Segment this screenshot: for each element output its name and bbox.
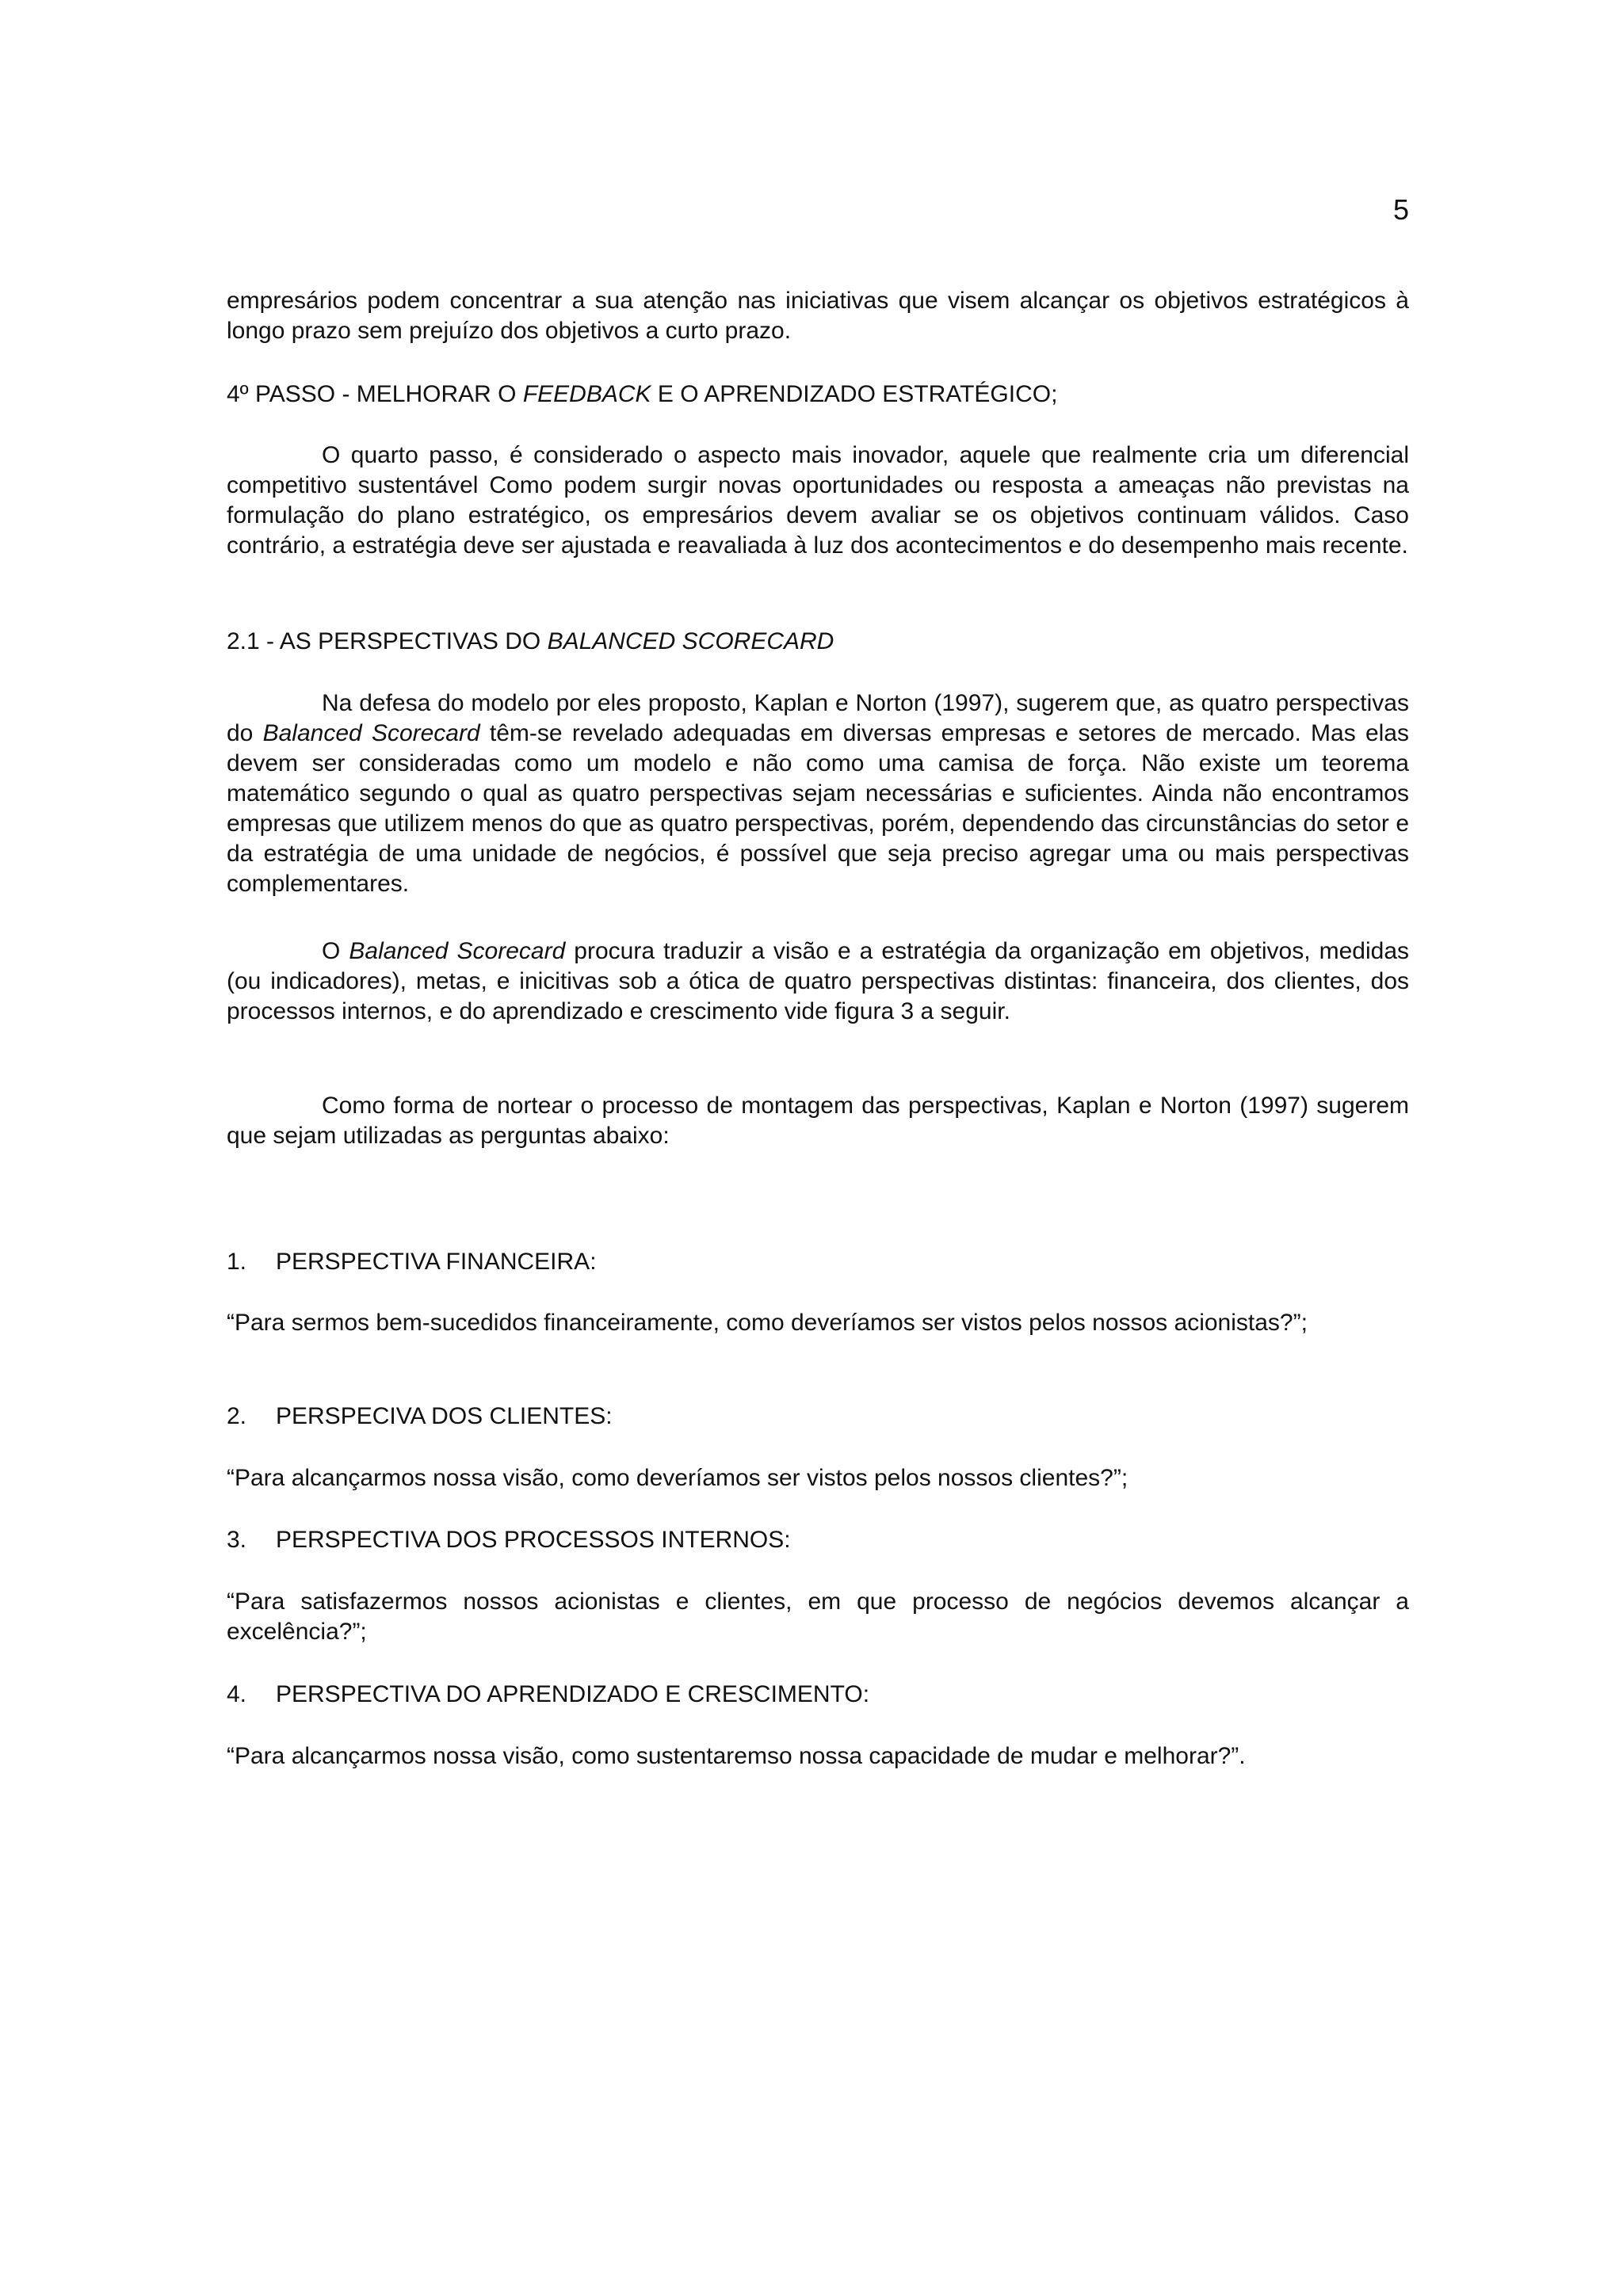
perspective-3-question-block [227, 1587, 1409, 1647]
step4-heading [227, 379, 1409, 410]
perspective-4-title-block [227, 1680, 1409, 1710]
perspective-1-title-block [227, 1247, 1409, 1277]
perspective-1-label: PERSPECTIVA FINANCEIRA: [276, 1249, 597, 1275]
section-2-1-heading [227, 627, 1409, 657]
perspective-2-title [227, 1402, 1409, 1432]
perspective-3-label: PERSPECTIVA DOS PROCESSOS INTERNOS: [276, 1527, 791, 1553]
step4-heading-post: E O APRENDIZADO ESTRATÉGICO; [651, 381, 1058, 407]
perspective-1-question: “Para sermos bem-sucedidos financeiramente, como deveríamos ser vistos pelos nossos acionistas?”; [227, 1310, 1308, 1336]
perspective-2-number: 2. [227, 1403, 247, 1429]
bsc-pre: O [322, 938, 349, 964]
perspective-1-number: 1. [227, 1249, 247, 1275]
perspective-1-title [227, 1247, 1409, 1277]
perspective-3-title-block [227, 1525, 1409, 1555]
perspective-2-label: PERSPECIVA DOS CLIENTES: [276, 1403, 613, 1429]
perspective-1-question-block [227, 1308, 1409, 1338]
step4-paragraph: O quarto passo, é considerado o aspecto mais inovador, aquele que realmente cria um diferencial competitivo sustentável Como podem surgir novas oportunidades ou resposta a ameaças não previstas na formulação do plano estratégico, os empresários devem avaliar se os objetivos continuam válidos. Caso contrário, a estratégia deve ser ajustada e reavaliada à luz dos acontecimentos e do desempenho mais recente. [227, 442, 1409, 559]
bsc-paragraph-block [227, 936, 1409, 1027]
perspective-4-label: PERSPECTIVA DO APRENDIZADO E CRESCIMENTO: [276, 1681, 870, 1707]
defesa-pre: Na defesa do modelo por eles proposto, Kaplan e Norton (1997), sugerem que, as quatro perspectivas do [227, 690, 1409, 746]
perspective-2-question-block [227, 1463, 1409, 1493]
perspective-2-question: “Para alcançarmos nossa visão, como deveríamos ser vistos pelos nossos clientes?”; [227, 1465, 1128, 1491]
bsc-post: procura traduzir a visão e a estratégia da organização em objetivos, medidas (ou indicadores), metas, e inicitivas sob a ótica de quatro perspectivas distintas: financeira, dos clientes, dos processos internos, e do aprendizado e crescimento vide figura 3 a seguir. [227, 938, 1410, 1024]
perspective-3-number: 3. [227, 1527, 247, 1553]
forma-paragraph-block [227, 1091, 1409, 1151]
page-number: 5 [1392, 193, 1409, 226]
step4-paragraph-block [227, 441, 1409, 561]
defesa-paragraph [227, 688, 1409, 899]
perspective-2-title-block [227, 1402, 1409, 1432]
section-2-1-title-pre: - AS PERSPECTIVAS DO [259, 628, 548, 654]
perspective-3-title [227, 1525, 1409, 1555]
step4-heading-pre: 4º PASSO - MELHORAR O [227, 381, 523, 407]
step4-heading-block [227, 379, 1409, 410]
perspective-4-number: 4. [227, 1681, 247, 1707]
section-2-1-title-em: BALANCED SCORECARD [547, 628, 834, 654]
defesa-post: têm-se revelado adequadas em diversas empresas e setores de mercado. Mas elas devem ser consideradas como um modelo e não como uma camisa de força. Não existe um teorema matemático segundo o qual as quatro perspectivas sejam necessárias e suficientes. Ainda não encontramos empresas que utilizem menos do que as quatro perspectivas, porém, dependendo das circunstâncias do setor e da estratégia de uma unidade de negócios, é possível que seja preciso agregar uma ou mais perspectivas complementares. [227, 720, 1409, 897]
perspective-4-title [227, 1680, 1409, 1710]
step4-heading-feedback: FEEDBACK [522, 381, 651, 407]
bsc-paragraph [227, 936, 1409, 1027]
defesa-em: Balanced Scorecard [262, 720, 480, 746]
section-2-1-heading-block [227, 627, 1409, 657]
forma-paragraph: Como forma de nortear o processo de montagem das perspectivas, Kaplan e Norton (1997) sugerem que sejam utilizadas as perguntas abaixo: [227, 1093, 1409, 1149]
bsc-em: Balanced Scorecard [349, 938, 566, 964]
defesa-paragraph-block [227, 688, 1409, 899]
intro-paragraph-block [227, 286, 1409, 346]
perspective-4-question-block [227, 1741, 1409, 1772]
section-2-1-number: 2.1 [227, 628, 260, 654]
perspective-4-question: “Para alcançarmos nossa visão, como sustentaremso nossa capacidade de mudar e melhorar?”. [227, 1743, 1246, 1769]
intro-paragraph: empresários podem concentrar a sua atenção nas iniciativas que visem alcançar os objetivos estratégicos à longo prazo sem prejuízo dos objetivos a curto prazo. [227, 288, 1409, 344]
perspective-3-question: “Para satisfazermos nossos acionistas e clientes, em que processo de negócios devemos alcançar a excelência?”; [227, 1589, 1409, 1645]
